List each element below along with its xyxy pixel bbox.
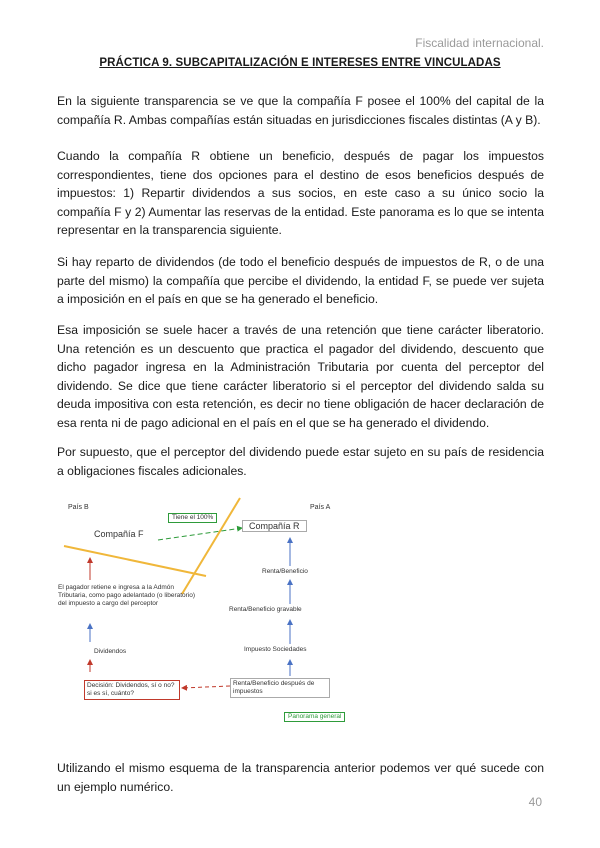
paragraph-2: Cuando la compañía R obtiene un beneficio, después de pagar los impuestos correspondientes, tiene dos opciones para el destino de esos beneficios después de impuestos: 1) Repartir dividendos a sus socios, en este caso a su único socio la compañía F y 2) Aumentar las reservas de la entidad. Este panorama es lo que se intenta representar en la transparencia siguiente.	[57, 149, 544, 237]
paragraph-4: Esa imposición se suele hacer a través de una retención que tiene carácter liberatorio. Una retención es un descuento que practica el pagador del dividendo, descuento que dicho pagador ingresa en la Administración Tributaria por cuenta del perceptor del dividendo. Se dice que tiene carácter liberatorio si el perceptor del dividendo salda su deuda impositiva con esta retención, es decir no tiene obligación de hacer declaración de esa renta ni de pago adicional en el país en el que se ha generado el dividendo.	[57, 323, 544, 430]
dividends-label: Dividendos	[94, 648, 127, 655]
company-f-box: Compañía F	[94, 529, 144, 539]
taxable-income-label: Renta/Beneficio gravable	[229, 606, 302, 613]
country-a-label: País A	[310, 504, 331, 511]
paragraph-1: En la siguiente transparencia se ve que la compañía F posee el 100% del capital de la compañía R. Ambas compañías están situadas en jurisdicciones fiscales distintas (A y B).	[57, 94, 544, 127]
running-header: Fiscalidad internacional.	[415, 36, 544, 50]
page-title: PRÁCTICA 9. SUBCAPITALIZACIÓN E INTERESES ENTRE VINCULADAS	[99, 57, 501, 69]
withholding-note: El pagador retiene e ingresa a la Admón Tributaria, como pago adelantado (o liberatorio) del impuesto a cargo del perceptor	[58, 584, 196, 608]
ownership-label: Tiene el 100%	[168, 513, 217, 523]
corporate-tax-label: Impuesto Sociedades	[244, 646, 307, 653]
after-tax-income-box: Renta/Beneficio después de impuestos	[230, 678, 330, 698]
country-b-label: País B	[68, 504, 89, 511]
paragraph-6: Utilizando el mismo esquema de la transparencia anterior podemos ver qué sucede con un ejemplo numérico.	[57, 761, 544, 794]
border-line-horizontal	[64, 546, 206, 576]
decision-box: Decisión: Dividendos, sí o no? si es sí, cuánto?	[84, 680, 180, 700]
ownership-arrow	[158, 528, 242, 540]
panorama-diagram	[54, 496, 352, 726]
company-r-box: Compañía R	[242, 520, 307, 532]
paragraph-3: Si hay reparto de dividendos (de todo el beneficio después de impuestos de R, o de una parte del mismo) la compañía que percibe el dividendo, la entidad F, se puede ver sujeta a imposición en el país en que se ha generado el beneficio.	[57, 255, 544, 306]
page-number: 40	[528, 795, 542, 809]
arrow-decision	[182, 686, 230, 688]
panorama-caption: Panorama general	[284, 712, 345, 722]
income-label: Renta/Beneficio	[262, 568, 308, 575]
paragraph-5: Por supuesto, que el perceptor del dividendo puede estar sujeto en su país de residencia a obligaciones fiscales adicionales.	[57, 445, 544, 478]
